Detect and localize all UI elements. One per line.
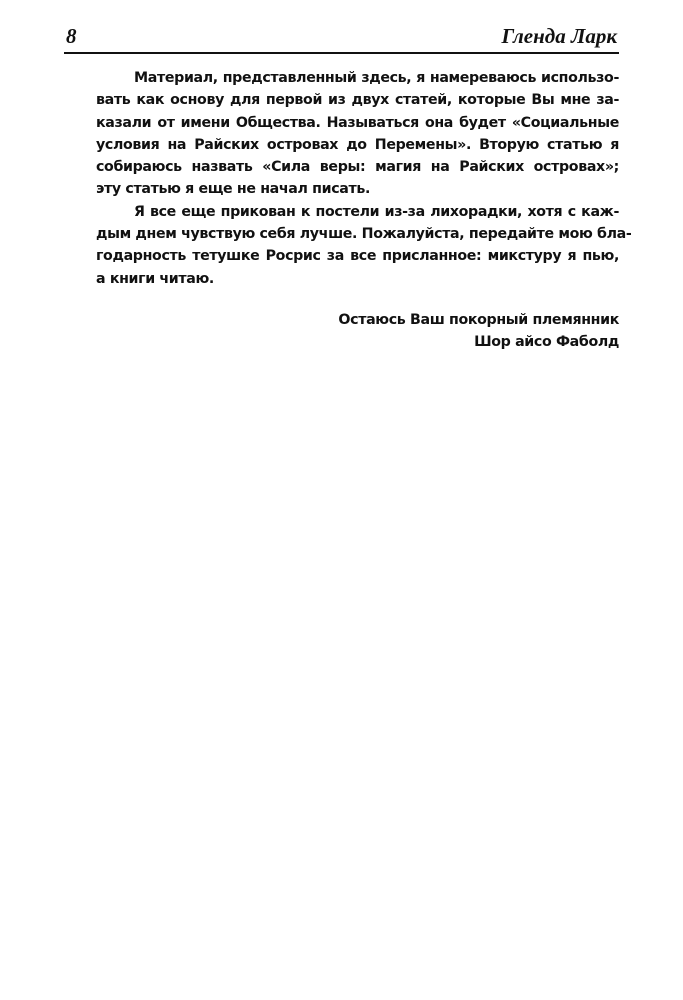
signature-block	[338, 309, 619, 354]
letter-body	[96, 67, 632, 290]
text-line: вать как основу для первой из двух статей, которые Вы мне за-	[96, 92, 619, 109]
text-line: а книги читаю.	[96, 270, 214, 287]
text-line: условия на Райских островах до Перемены». Вторую статью я	[96, 136, 619, 153]
running-title: Гленда Ларк	[501, 24, 617, 48]
paragraph-1	[96, 67, 619, 201]
page-number: 8	[66, 24, 77, 48]
text-line: казали от имени Общества. Называться она будет «Социальные	[96, 114, 619, 131]
text-line: Материал, представленный здесь, я намереваюсь использо-	[134, 70, 619, 86]
page-header	[64, 22, 619, 54]
paragraph-2	[96, 201, 632, 290]
text-line: дым днем чувствую себя лучше. Пожалуйста, передайте мою бла-	[96, 226, 632, 243]
text-line: Я все еще прикован к постели из-за лихорадки, хотя с каж-	[134, 203, 619, 220]
closing-line: Остаюсь Ваш покорный племянник	[338, 312, 619, 328]
text-line: эту статью я еще не начал писать.	[96, 181, 371, 198]
text-line: годарность тетушке Росрис за все присланное: микстуру я пью,	[96, 248, 619, 265]
signature-name: Шор айсо Фаболд	[474, 334, 619, 351]
text-line: собираюсь назвать «Сила веры: магия на Райских островах»;	[96, 159, 619, 176]
